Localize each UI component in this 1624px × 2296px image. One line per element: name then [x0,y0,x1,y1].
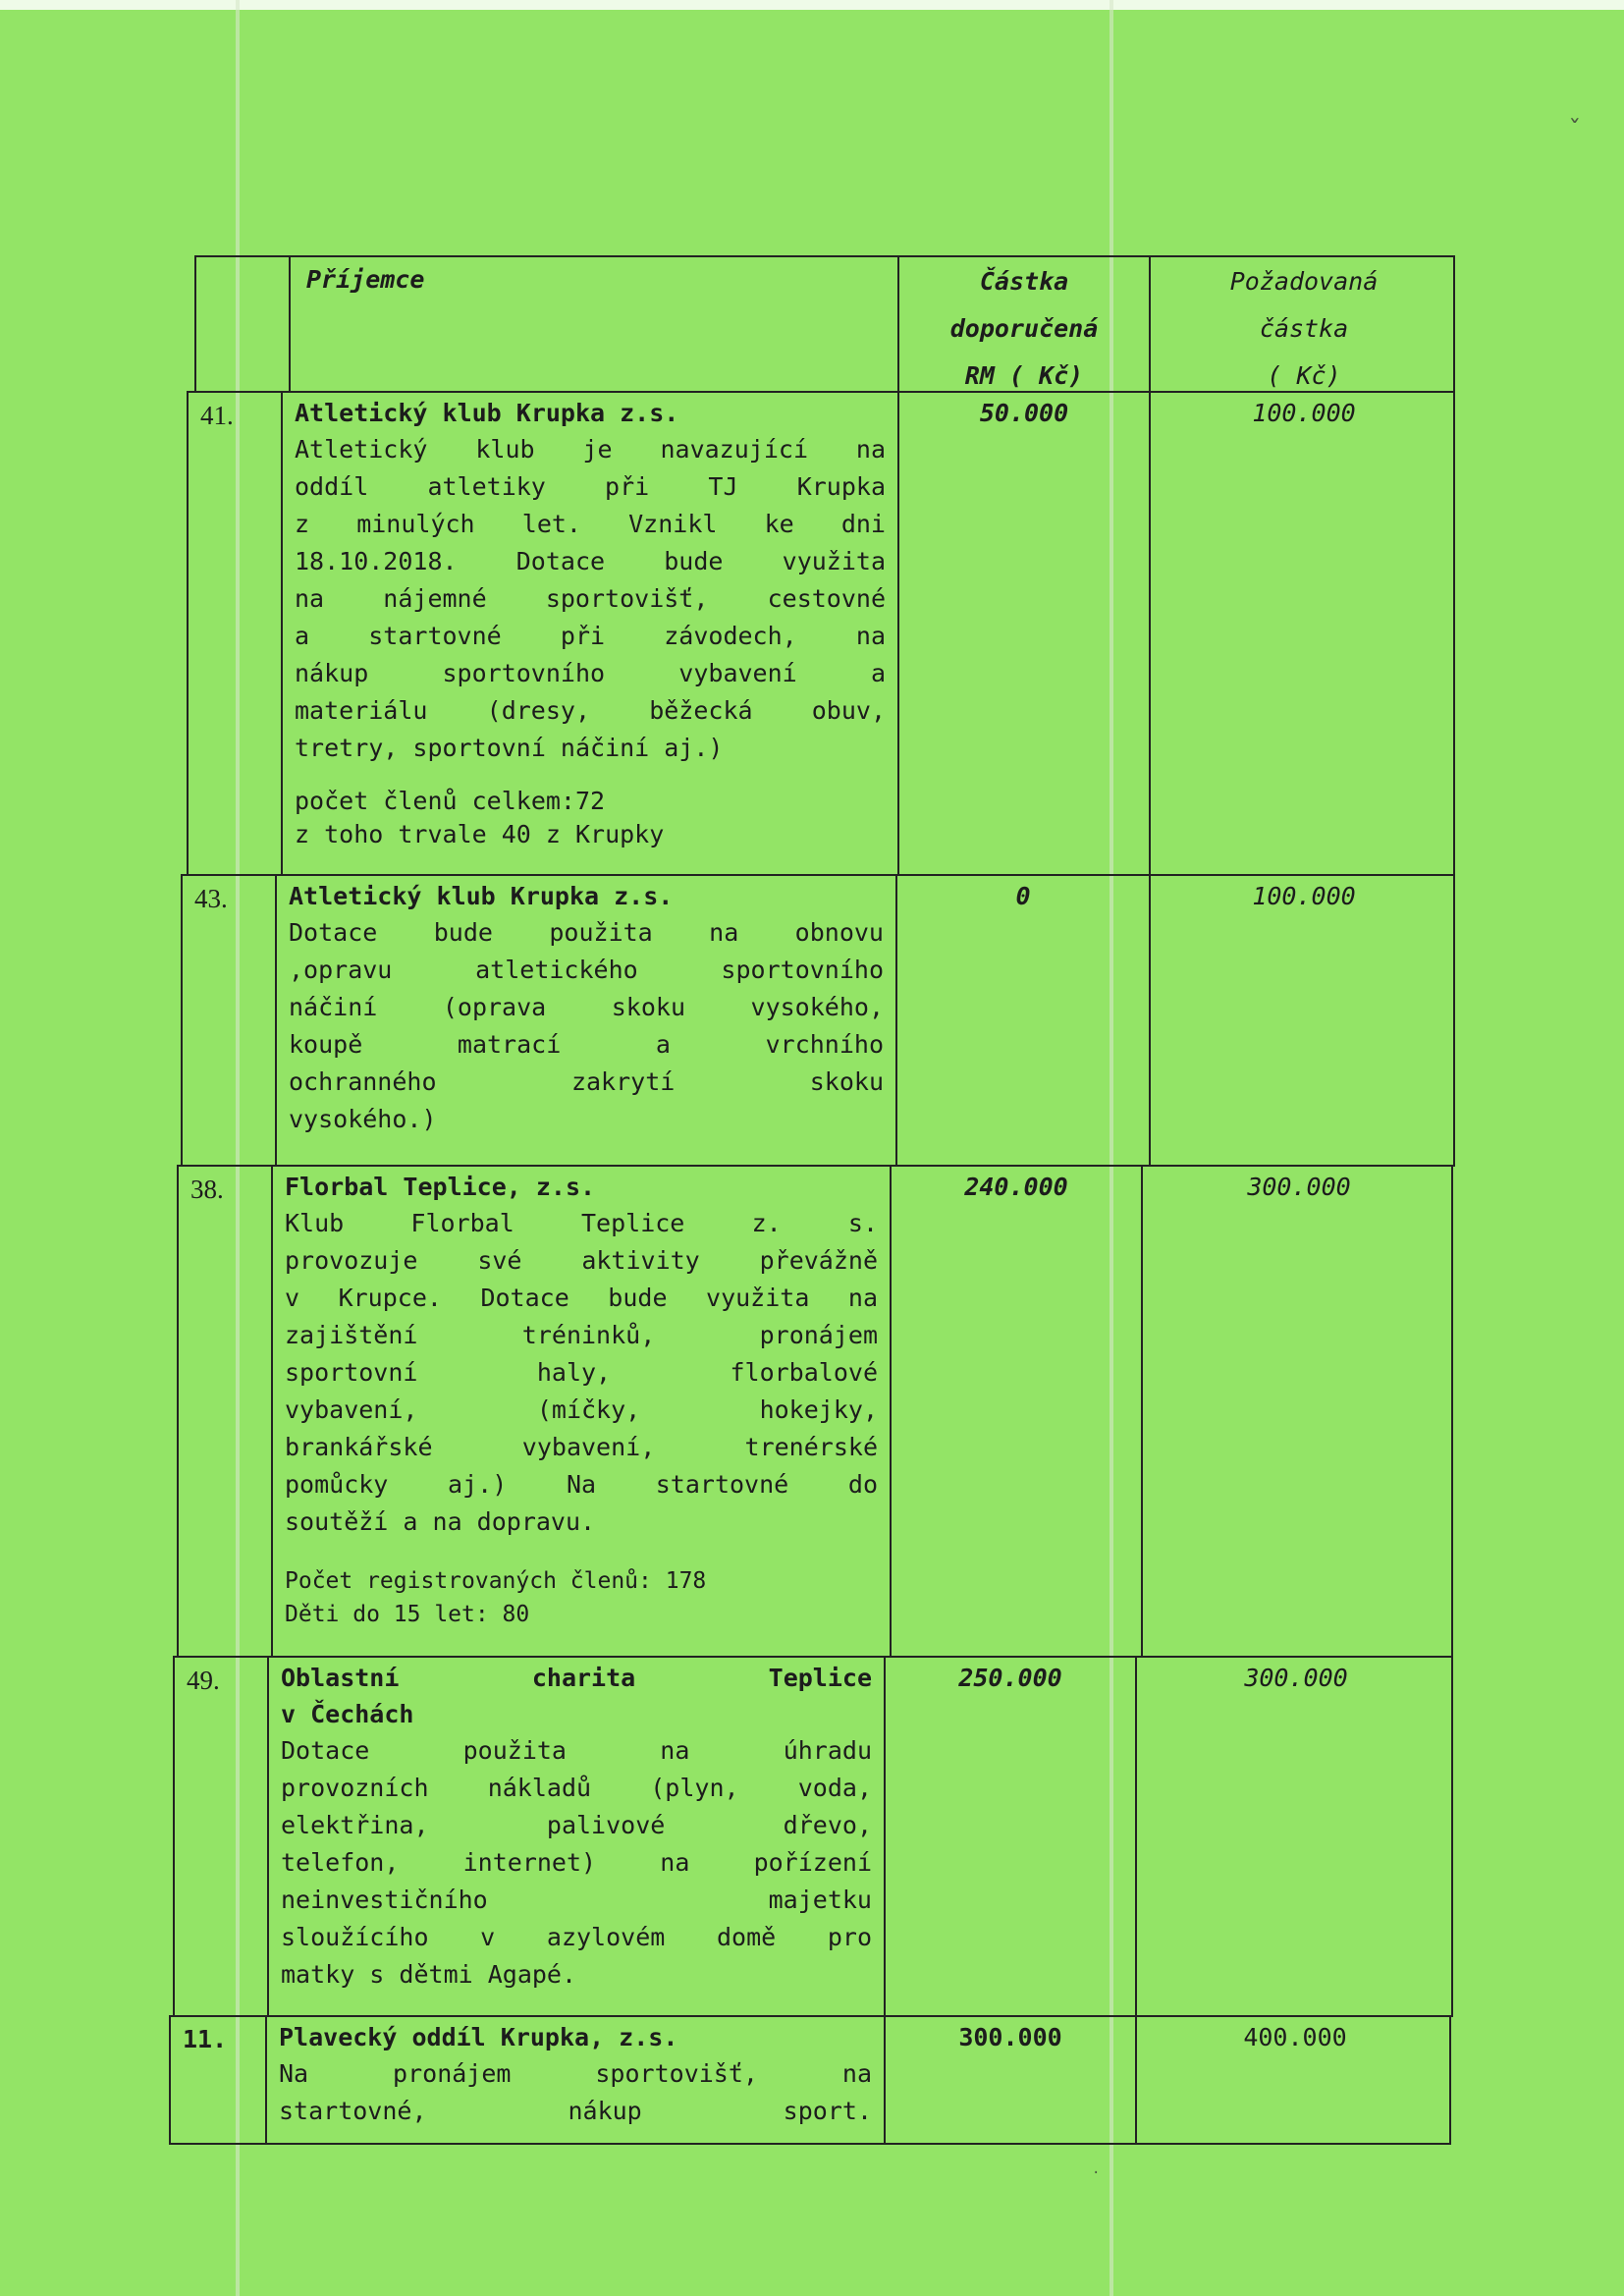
row-number: 11. [183,2025,228,2053]
description-line: koupě matrací a vrchního [289,1030,884,1059]
recipient-title: Oblastní charita Teplice [281,1664,872,1692]
recipient-cell [269,1658,886,2015]
header-recommended-line1: Částka [979,267,1069,296]
recipient-cell [277,876,897,1165]
description-line: matky s dětmi Agapé. [281,1960,577,1989]
description-line: zajištění tréninků, pronájem [285,1321,878,1349]
row-number-cell [183,876,277,1165]
header-requested-cell [1151,257,1457,391]
description-line: ochranného zakrytí skoku [289,1067,884,1096]
requested-amount: 300.000 [1247,1173,1351,1201]
description-line: neinvestičního majetku [281,1886,872,1914]
recipient-title: Atletický klub Krupka z.s. [289,882,674,910]
scan-edge [0,0,1624,10]
description-line: Klub Florbal Teplice z. s. [285,1209,878,1237]
row-number-cell [189,393,283,874]
recipient-cell [267,2017,886,2143]
scan-speck: · [1092,2165,1101,2181]
recommended-amount: 0 [1015,882,1031,910]
description-line: oddíl atletiky při TJ Krupka [295,472,886,501]
requested-cell [1151,393,1457,874]
row-number: 38. [190,1175,224,1204]
recipient-title-line2: v Čechách [281,1700,414,1728]
description-line: provozních nákladů (plyn, voda, [281,1774,872,1802]
recommended-amount: 50.000 [979,399,1069,427]
description-line: náčiní (oprava skoku vysokého, [289,993,884,1021]
header-num-cell [196,257,291,391]
description-line: startovné, nákup sport. [279,2097,872,2125]
recipient-description [283,431,897,767]
description-line: telefon, internet) na pořízení [281,1848,872,1877]
description-line: soutěží a na dopravu. [285,1507,596,1536]
recommended-amount: 240.000 [964,1173,1068,1201]
header-requested-line3: ( Kč) [1267,361,1341,390]
description-line: a startovné při závodech, na [295,622,886,650]
row-number: 41. [200,401,234,430]
requested-cell [1151,876,1457,1165]
scan-speck: ˇ [1567,116,1583,145]
recommended-cell [899,393,1151,874]
recipient-description [273,1205,890,1541]
recommended-cell [897,876,1151,1165]
row-number-cell [171,2017,267,2143]
registered-members: Počet registrovaných členů: 178 [285,1568,707,1594]
header-recipient-cell [291,257,899,391]
row-number-cell [175,1658,269,2015]
recommended-cell [892,1167,1143,1656]
recipient-description [277,914,895,1138]
member-count-local: z toho trvale 40 z Krupky [295,820,665,848]
description-line: Dotace použita na úhradu [281,1736,872,1765]
table-row [177,1165,1453,1658]
description-line: Atletický klub je navazující na [295,435,886,464]
requested-cell [1143,1167,1455,1656]
requested-amount: 400.000 [1243,2023,1347,2051]
row-number: 43. [194,884,228,913]
description-line: sportovní haly, florbalové [285,1358,878,1387]
description-line: vybavení, (míčky, hokejky, [285,1395,878,1424]
description-line: 18.10.2018. Dotace bude využita [295,547,886,575]
requested-amount: 300.000 [1244,1664,1348,1692]
description-line: nákup sportovního vybavení a [295,659,886,687]
table-row [169,2015,1451,2145]
recommended-cell [886,1658,1137,2015]
table-row [181,874,1455,1167]
recipient-description [269,1732,884,1994]
member-count: počet členů celkem:72 [295,787,606,815]
description-line: provozuje své aktivity převážně [285,1246,878,1275]
description-line: na nájemné sportovišť, cestovné [295,584,886,613]
description-line: v Krupce. Dotace bude využita na [285,1284,878,1312]
description-line: vysokého.) [289,1105,437,1133]
recommended-amount: 300.000 [958,2023,1062,2051]
recipient-title: Atletický klub Krupka z.s. [295,399,679,427]
description-line: Na pronájem sportovišť, na [279,2059,872,2088]
description-line: materiálu (dresy, běžecká obuv, [295,696,886,725]
header-recommended-cell [899,257,1151,391]
recommended-amount: 250.000 [958,1664,1062,1692]
table-row [187,391,1455,876]
description-line: elektřina, palivové dřevo, [281,1811,872,1839]
table-row [173,1656,1453,2017]
header-requested-line1: Požadovaná [1229,267,1379,296]
recipient-title: Florbal Teplice, z.s. [285,1173,596,1201]
header-recommended-line2: doporučená [949,314,1099,343]
requested-amount: 100.000 [1252,882,1356,910]
requested-cell [1137,1658,1455,2015]
table-header [194,255,1455,393]
requested-cell [1137,2017,1453,2143]
description-line: z minulých let. Vznikl ke dni [295,510,886,538]
description-line: sloužícího v azylovém domě pro [281,1923,872,1951]
row-number-cell [179,1167,273,1656]
description-line: ,opravu atletického sportovního [289,956,884,984]
header-recipient: Příjemce [306,265,425,294]
description-line: Dotace bude použita na obnovu [289,918,884,947]
recipient-description [267,2055,884,2130]
recommended-cell [886,2017,1137,2143]
requested-amount: 100.000 [1252,399,1356,427]
header-recommended-line3: RM ( Kč) [964,361,1084,390]
description-line: brankářské vybavení, trenérské [285,1433,878,1461]
recipient-cell [273,1167,892,1656]
header-requested-line2: částka [1259,314,1349,343]
description-line: pomůcky aj.) Na startovné do [285,1470,878,1499]
row-number: 49. [187,1666,220,1695]
recipient-title: Plavecký oddíl Krupka, z.s. [279,2023,678,2051]
description-line: tretry, sportovní náčiní aj.) [295,734,724,762]
recipient-cell [283,393,899,874]
children-count: Děti do 15 let: 80 [285,1602,530,1627]
